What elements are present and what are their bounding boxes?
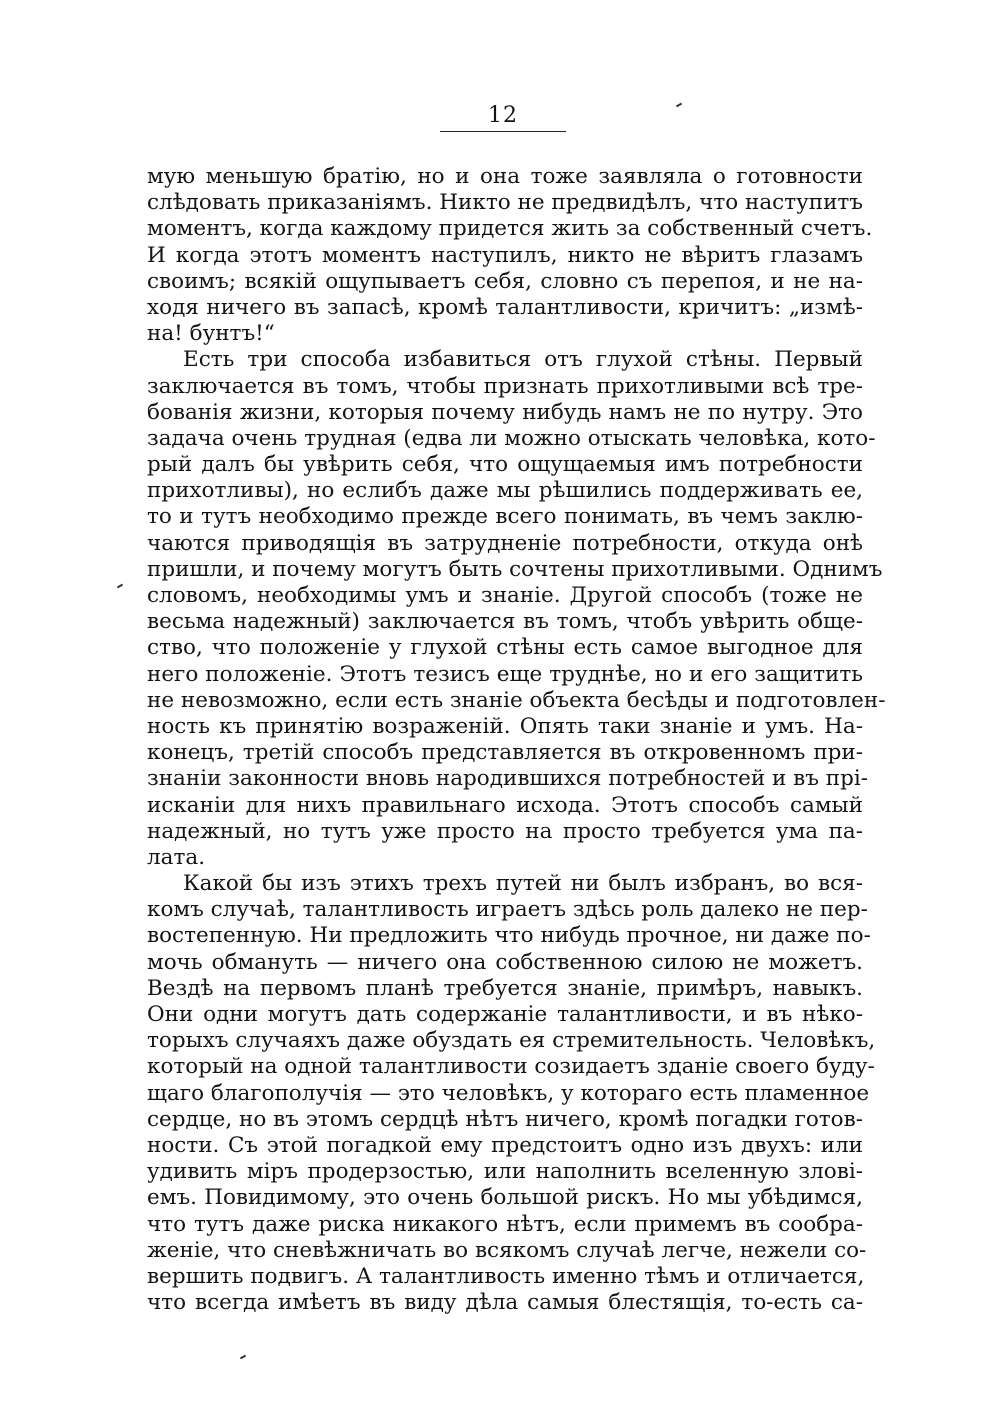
text-line: щаго благополучія — это человѣкъ, у котораго есть пламенное (147, 1080, 870, 1106)
text-line: Какой бы изъ этихъ трехъ путей ни былъ избранъ, во вся- (183, 871, 863, 897)
text-line: мочь обмануть — ничего она собственною силою не можетъ. (147, 949, 863, 975)
text-line: женіе, что сневѣжничать во всякомъ случаѣ легче, нежели со- (147, 1237, 867, 1263)
text-line: надежный, но тутъ уже просто на просто требуется ума па- (147, 818, 863, 844)
text-line: задача очень трудная (едва ли можно отыскать человѣка, кото- (147, 425, 876, 451)
text-line: исканіи для нихъ правильнаго исхода. Этотъ способъ самый (147, 792, 863, 818)
text-line: ность къ принятію возраженій. Опять таки знаніе и умъ. На- (147, 713, 863, 739)
text-line: вершить подвигъ. А талантливость именно тѣмъ и отличается, (147, 1263, 865, 1289)
text-line: комъ случаѣ, талантливость играетъ здѣсь роль далеко не пер- (147, 897, 868, 923)
text-line: знаніи законности вновь народившихся потребностей и въ прі- (147, 766, 869, 792)
print-speck (240, 1355, 246, 1360)
text-line: моментъ, когда каждому придется жить за собственный счетъ. (147, 216, 873, 242)
text-line: пришли, и почему могутъ быть сочтены прихотливыми. Однимъ (147, 556, 883, 582)
page-number: 12 (488, 103, 518, 128)
text-line: рый далъ бы увѣрить себя, что ощущаемыя имъ потребности (147, 452, 863, 478)
text-line: Вездѣ на первомъ планѣ требуется знаніе, примѣръ, навыкъ. (147, 975, 863, 1001)
text-line: чаются приводящія въ затрудненіе потребности, откуда онѣ (147, 530, 863, 556)
text-line: который на одной талантливости созидаетъ зданіе своего буду- (147, 1054, 875, 1080)
text-line: лата. (147, 844, 206, 870)
text-line: ходя ничего въ запасѣ, кромѣ талантливости, кричитъ: „измѣ- (147, 294, 863, 320)
text-line: сердце, но въ этомъ сердцѣ нѣтъ ничего, кромѣ погадки готов- (147, 1106, 863, 1132)
text-line: ство, что положеніе у глухой стѣны есть самое выгодное для (147, 635, 863, 661)
text-line: своимъ; всякій ощупываетъ себя, словно съ перепоя, и не на- (147, 268, 863, 294)
text-line: не невозможно, если есть знаніе объекта бесѣды и подготовлен- (147, 687, 886, 713)
text-line: прихотливы), но еслибъ даже мы рѣшились поддерживать ее, (147, 478, 863, 504)
text-line: заключается въ томъ, чтобы признать прихотливыми всѣ тре- (147, 373, 863, 399)
text-line: что всегда имѣетъ въ виду дѣла самыя блестящія, то-есть са- (147, 1290, 863, 1316)
text-line: Есть три способа избавиться отъ глухой стѣны. Первый (183, 347, 863, 373)
text-line: ности. Съ этой погадкой ему предстоитъ одно изъ двухъ: или (147, 1132, 863, 1158)
text-line: на! бунтъ!“ (147, 321, 275, 347)
text-line: востепенную. Ни предложить что нибудь прочное, ни даже по- (147, 923, 871, 949)
text-line: емъ. Повидимому, это очень большой рискъ. Но мы убѣдимся, (147, 1185, 863, 1211)
text-line: И когда этотъ моментъ наступилъ, никто не вѣритъ глазамъ (147, 242, 863, 268)
text-line: то и тутъ необходимо прежде всего понимать, въ чемъ заклю- (147, 504, 863, 530)
print-speck (117, 584, 123, 589)
text-line: удивить міръ продерзостью, или наполнить вселенную злові- (147, 1159, 863, 1185)
text-line: конецъ, третій способъ представляется въ откровенномъ при- (147, 740, 863, 766)
text-line: Они одни могутъ дать содержаніе талантливости, и въ нѣко- (147, 1002, 863, 1027)
page-number-rule (440, 131, 566, 132)
text-line: слѣдовать приказаніямъ. Никто не предвидѣлъ, что наступитъ (147, 190, 863, 216)
text-line: что тутъ даже риска никакого нѣтъ, если примемъ въ сообра- (147, 1211, 863, 1237)
body-text (147, 164, 886, 1316)
text-line: него положеніе. Этотъ тезисъ еще труднѣе, но и его защитить (147, 661, 863, 687)
text-line: словомъ, необходимы умъ и знаніе. Другой способъ (тоже не (147, 583, 863, 608)
text-line: бованія жизни, которыя почему нибудь намъ не по нутру. Это (147, 399, 863, 425)
text-line: весьма надежный) заключается въ томъ, чтобъ увѣрить обще- (147, 609, 863, 635)
print-speck (676, 103, 682, 108)
text-line: мую меньшую братію, но и она тоже заявляла о готовности (147, 164, 863, 189)
text-line: торыхъ случаяхъ даже обуздать ея стремительность. Человѣкъ, (147, 1028, 876, 1054)
